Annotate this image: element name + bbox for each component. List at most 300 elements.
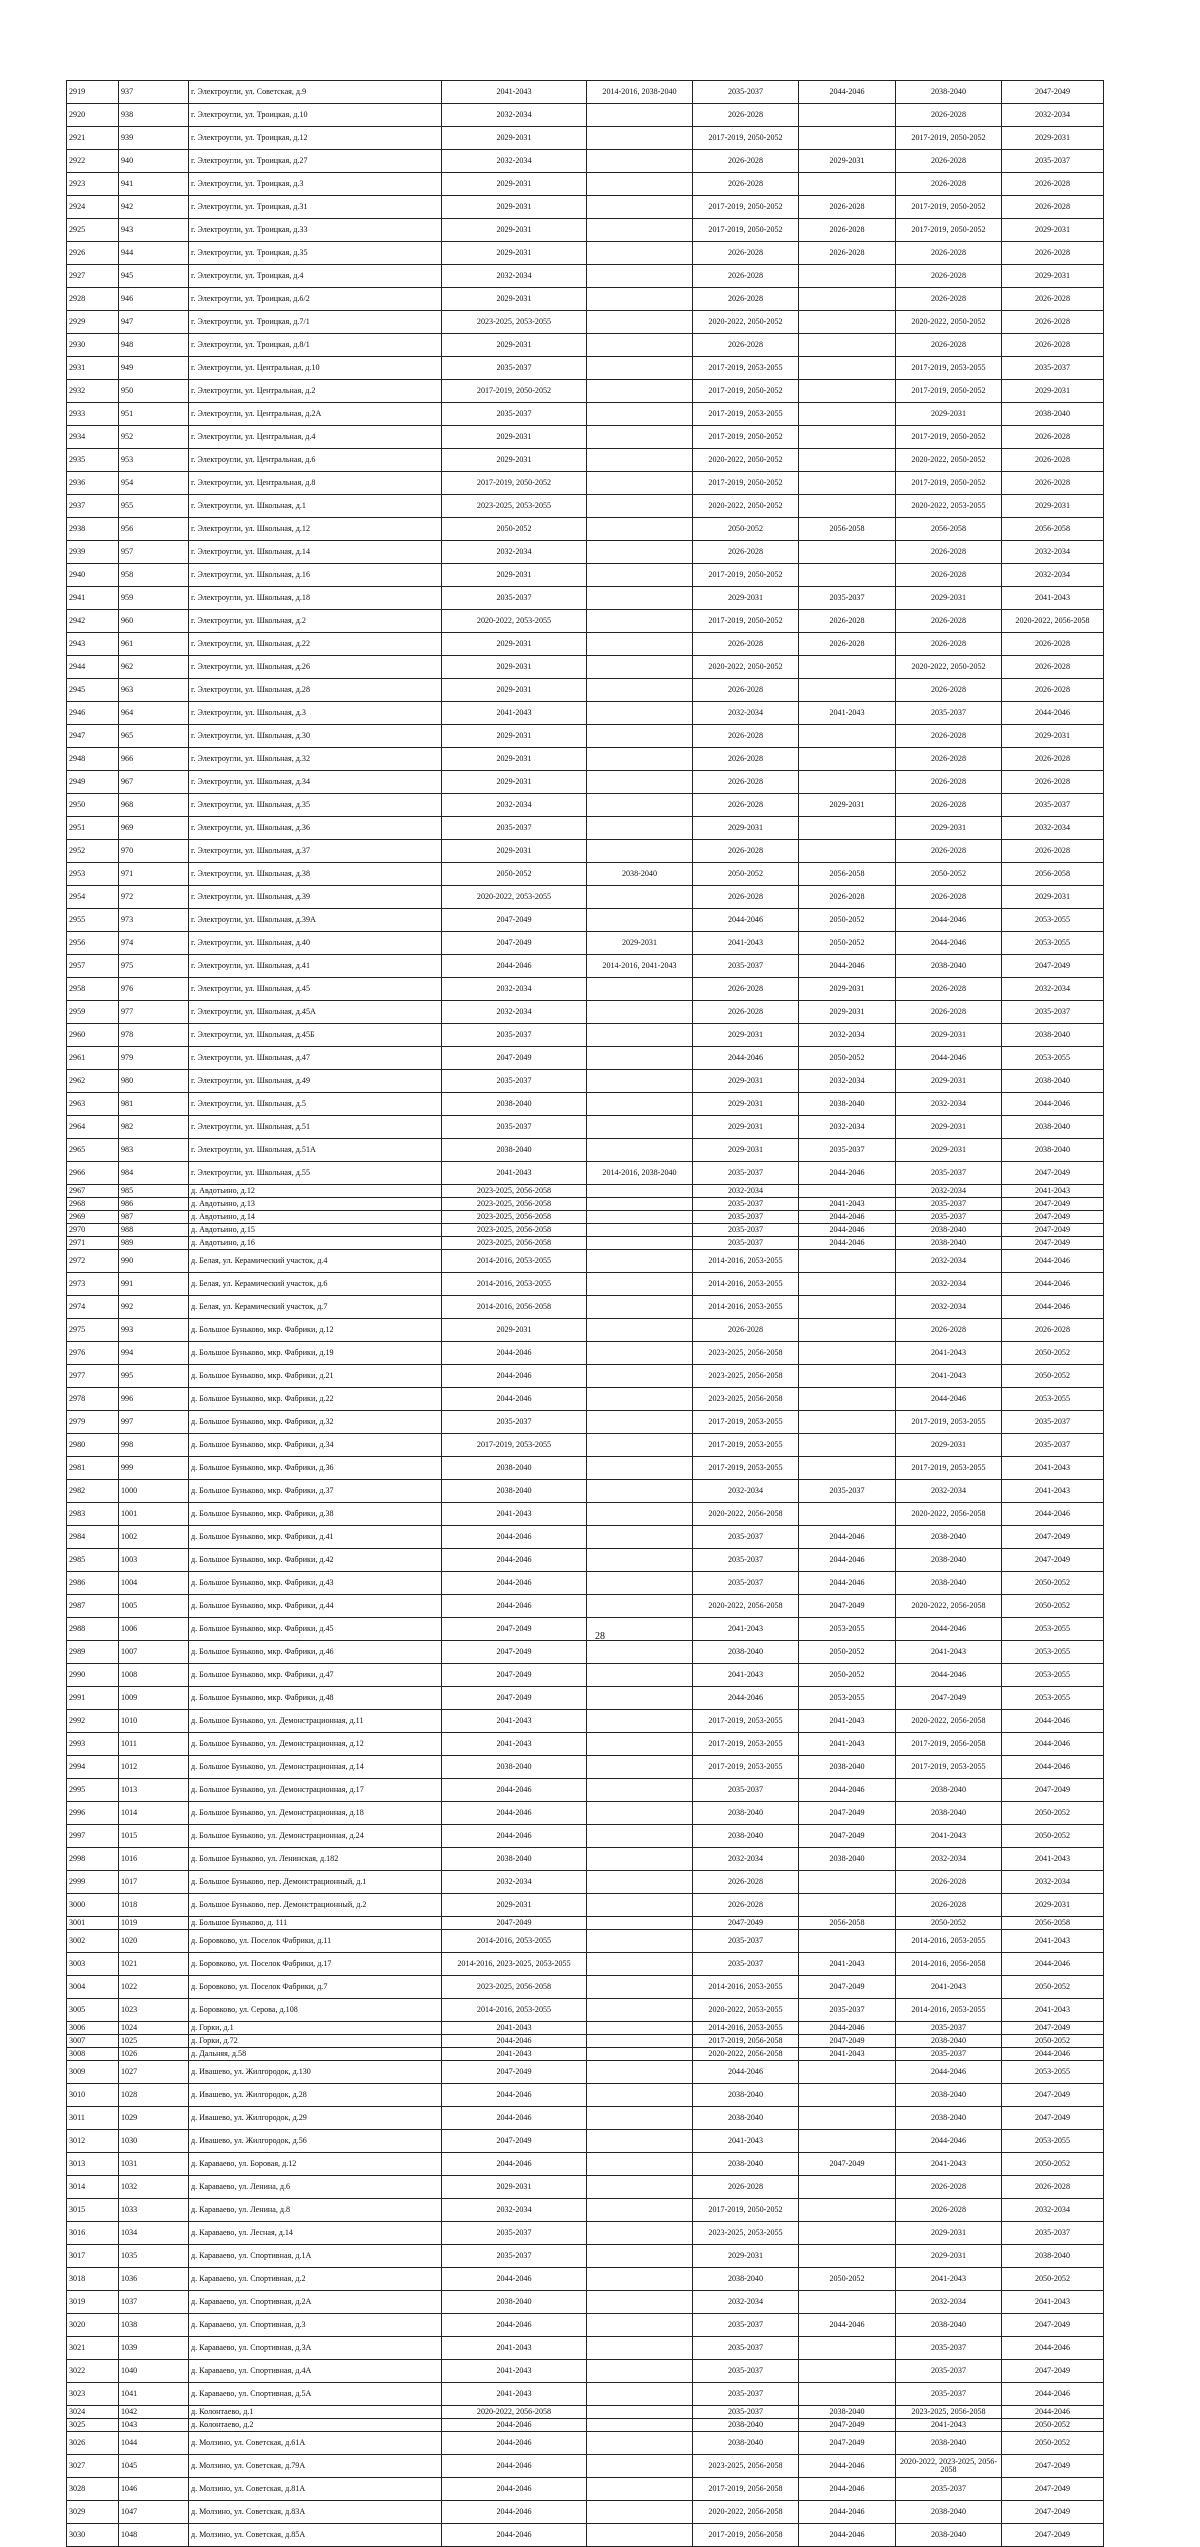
period-cell-4 [799,2061,896,2084]
object-number: 960 [119,610,189,633]
object-number: 946 [119,288,189,311]
row-number: 2936 [67,472,119,495]
object-number: 968 [119,794,189,817]
period-cell-2 [587,610,693,633]
period-cell-6: 2047-2049 [1002,2524,1104,2547]
period-cell-2 [587,1825,693,1848]
table-row [67,1930,1104,1953]
period-cell-4: 2044-2046 [799,2501,896,2524]
table-row [67,702,1104,725]
table-row [67,679,1104,702]
period-cell-2 [587,219,693,242]
period-cell-3: 2044-2046 [693,2061,799,2084]
period-cell-4: 2038-2040 [799,1756,896,1779]
object-number: 976 [119,978,189,1001]
period-cell-4: 2041-2043 [799,1198,896,1211]
period-cell-1: 2029-2031 [442,1319,587,1342]
period-cell-1: 2032-2034 [442,104,587,127]
object-number: 971 [119,863,189,886]
row-number: 2975 [67,1319,119,1342]
table-row [67,380,1104,403]
period-cell-5: 2017-2019, 2050-2052 [896,196,1002,219]
period-cell-4 [799,1434,896,1457]
period-cell-6: 2047-2049 [1002,2455,1104,2478]
period-cell-4 [799,725,896,748]
row-number: 2948 [67,748,119,771]
object-number: 1048 [119,2524,189,2547]
period-cell-1: 2035-2037 [442,2245,587,2268]
period-cell-2 [587,1434,693,1457]
address-cell: г. Электроугли, ул. Школьная, д.36 [189,817,442,840]
period-cell-4: 2047-2049 [799,2432,896,2455]
period-cell-1: 2035-2037 [442,1024,587,1047]
period-cell-2: 2014-2016, 2041-2043 [587,955,693,978]
object-number: 992 [119,1296,189,1319]
table-row [67,1388,1104,1411]
period-cell-2 [587,1572,693,1595]
period-cell-5: 2035-2037 [896,2383,1002,2406]
period-cell-5: 2044-2046 [896,2061,1002,2084]
table-row [67,2268,1104,2291]
period-cell-1: 2017-2019, 2050-2052 [442,472,587,495]
object-number: 1027 [119,2061,189,2084]
table-row [67,1296,1104,1319]
period-cell-4 [799,1457,896,1480]
period-cell-1: 2029-2031 [442,633,587,656]
address-cell: д. Большое Буньково, ул. Демонстрационная, д.11 [189,1710,442,1733]
period-cell-4 [799,288,896,311]
period-cell-1: 2029-2031 [442,173,587,196]
period-cell-6: 2026-2028 [1002,472,1104,495]
period-cell-3: 2026-2028 [693,748,799,771]
period-cell-1: 2014-2016, 2023-2025, 2053-2055 [442,1953,587,1976]
period-cell-6: 2041-2043 [1002,1848,1104,1871]
period-cell-2 [587,2107,693,2130]
period-cell-2 [587,633,693,656]
period-cell-2 [587,311,693,334]
row-number: 2932 [67,380,119,403]
period-cell-2 [587,449,693,472]
period-cell-1: 2047-2049 [442,1917,587,1930]
row-number: 2966 [67,1162,119,1185]
object-number: 956 [119,518,189,541]
object-number: 1021 [119,1953,189,1976]
period-cell-6: 2026-2028 [1002,2176,1104,2199]
period-cell-6: 2053-2055 [1002,2130,1104,2153]
table-row [67,1162,1104,1185]
address-cell: д. Большое Буньково, мкр. Фабрики, д.42 [189,1549,442,1572]
period-cell-5: 2014-2016, 2053-2055 [896,1930,1002,1953]
address-cell: г. Электроугли, ул. Центральная, д.2А [189,403,442,426]
period-cell-4 [799,1871,896,1894]
row-number: 3000 [67,1894,119,1917]
period-cell-5: 2038-2040 [896,1572,1002,1595]
table-row [67,242,1104,265]
period-cell-3: 2017-2019, 2050-2052 [693,564,799,587]
row-number: 3016 [67,2222,119,2245]
period-cell-2 [587,380,693,403]
period-cell-5: 2014-2016, 2053-2055 [896,1999,1002,2022]
object-number: 995 [119,1365,189,1388]
period-cell-3: 2032-2034 [693,702,799,725]
period-cell-3: 2026-2028 [693,265,799,288]
address-cell: г. Электроугли, ул. Троицкая, д.4 [189,265,442,288]
period-cell-2 [587,1930,693,1953]
period-cell-6: 2050-2052 [1002,1342,1104,1365]
address-cell: д. Большое Буньково, пер. Демонстрационный, д.2 [189,1894,442,1917]
period-cell-3: 2026-2028 [693,541,799,564]
period-cell-1: 2029-2031 [442,449,587,472]
object-number: 994 [119,1342,189,1365]
table-row [67,932,1104,955]
period-cell-5: 2017-2019, 2056-2058 [896,1733,1002,1756]
period-cell-5: 2020-2022, 2050-2052 [896,449,1002,472]
period-cell-2 [587,1047,693,1070]
period-cell-5: 2029-2031 [896,1139,1002,1162]
period-cell-5: 2020-2022, 2056-2058 [896,1503,1002,1526]
period-cell-5: 2026-2028 [896,242,1002,265]
period-cell-5: 2017-2019, 2050-2052 [896,380,1002,403]
period-cell-3: 2026-2028 [693,288,799,311]
period-cell-2 [587,2048,693,2061]
object-number: 1012 [119,1756,189,1779]
address-cell: г. Электроугли, ул. Троицкая, д.6/2 [189,288,442,311]
period-cell-6: 2050-2052 [1002,2153,1104,2176]
object-number: 948 [119,334,189,357]
period-cell-4 [799,495,896,518]
period-cell-4: 2026-2028 [799,219,896,242]
object-number: 978 [119,1024,189,1047]
period-cell-4: 2044-2046 [799,2524,896,2547]
address-cell: д. Большое Буньково, мкр. Фабрики, д.34 [189,1434,442,1457]
row-number: 3011 [67,2107,119,2130]
address-cell: г. Электроугли, ул. Школьная, д.16 [189,564,442,587]
period-cell-3: 2029-2031 [693,1024,799,1047]
period-cell-6: 2047-2049 [1002,1211,1104,1224]
object-number: 997 [119,1411,189,1434]
address-cell: д. Большое Буньково, мкр. Фабрики, д.36 [189,1457,442,1480]
period-cell-1: 2023-2025, 2053-2055 [442,311,587,334]
address-cell: д. Большое Буньково, мкр. Фабрики, д.44 [189,1595,442,1618]
table-row [67,1116,1104,1139]
address-cell: д. Ивашево, ул. Жилгородок, д.130 [189,2061,442,2084]
period-cell-5: 2026-2028 [896,679,1002,702]
period-cell-2 [587,1457,693,1480]
address-cell: д. Большое Буньково, мкр. Фабрики, д.38 [189,1503,442,1526]
object-number: 1046 [119,2478,189,2501]
period-cell-6: 2026-2028 [1002,771,1104,794]
period-cell-6: 2047-2049 [1002,1237,1104,1250]
row-number: 2967 [67,1185,119,1198]
period-cell-6: 2026-2028 [1002,311,1104,334]
row-number: 3002 [67,1930,119,1953]
table-row [67,2153,1104,2176]
row-number: 2951 [67,817,119,840]
period-cell-6: 2038-2040 [1002,1024,1104,1047]
period-cell-3: 2038-2040 [693,2107,799,2130]
address-cell: г. Электроугли, ул. Советская, д.9 [189,81,442,104]
period-cell-4: 2044-2046 [799,2314,896,2337]
row-number: 2972 [67,1250,119,1273]
period-cell-3: 2032-2034 [693,2291,799,2314]
row-number: 2937 [67,495,119,518]
address-cell: г. Электроугли, ул. Школьная, д.49 [189,1070,442,1093]
address-cell: д. Большое Буньково, д. 111 [189,1917,442,1930]
period-cell-1: 2050-2052 [442,863,587,886]
period-cell-5: 2026-2028 [896,2176,1002,2199]
period-cell-3: 2017-2019, 2050-2052 [693,380,799,403]
table-row [67,1779,1104,1802]
address-cell: г. Электроугли, ул. Школьная, д.45 [189,978,442,1001]
object-number: 942 [119,196,189,219]
object-number: 954 [119,472,189,495]
address-cell: д. Караваево, ул. Спортивная, д.3 [189,2314,442,2337]
period-cell-5: 2029-2031 [896,1024,1002,1047]
object-number: 977 [119,1001,189,1024]
period-cell-6: 2044-2046 [1002,2048,1104,2061]
period-cell-6: 2029-2031 [1002,380,1104,403]
address-cell: г. Электроугли, ул. Школьная, д.18 [189,587,442,610]
period-cell-4: 2026-2028 [799,242,896,265]
table-row [67,1756,1104,1779]
period-cell-2 [587,334,693,357]
period-cell-5: 2041-2043 [896,2153,1002,2176]
period-cell-6: 2038-2040 [1002,403,1104,426]
object-number: 951 [119,403,189,426]
period-cell-6: 2035-2037 [1002,1434,1104,1457]
object-number: 963 [119,679,189,702]
period-cell-3: 2017-2019, 2053-2055 [693,357,799,380]
period-cell-3: 2020-2022, 2050-2052 [693,311,799,334]
period-cell-3: 2017-2019, 2050-2052 [693,610,799,633]
row-number: 2940 [67,564,119,587]
period-cell-1: 2041-2043 [442,1162,587,1185]
period-cell-5: 2026-2028 [896,978,1002,1001]
period-cell-3: 2023-2025, 2056-2058 [693,1342,799,1365]
period-cell-6: 2026-2028 [1002,426,1104,449]
period-cell-3: 2041-2043 [693,2130,799,2153]
period-cell-4: 2044-2046 [799,1162,896,1185]
period-cell-2 [587,2061,693,2084]
period-cell-4 [799,679,896,702]
period-cell-3: 2035-2037 [693,1162,799,1185]
object-number: 966 [119,748,189,771]
period-cell-6: 2041-2043 [1002,2291,1104,2314]
period-cell-5: 2017-2019, 2053-2055 [896,357,1002,380]
address-cell: д. Караваево, ул. Спортивная, д.2А [189,2291,442,2314]
period-cell-4: 2044-2046 [799,1526,896,1549]
period-cell-4 [799,2383,896,2406]
address-cell: д. Караваево, ул. Спортивная, д.5А [189,2383,442,2406]
period-cell-6: 2047-2049 [1002,2022,1104,2035]
row-number: 2983 [67,1503,119,1526]
period-cell-5: 2014-2016, 2056-2058 [896,1953,1002,1976]
period-cell-5: 2023-2025, 2056-2058 [896,2406,1002,2419]
row-number: 2941 [67,587,119,610]
period-cell-3: 2020-2022, 2050-2052 [693,495,799,518]
period-cell-3: 2026-2028 [693,104,799,127]
table-row [67,2478,1104,2501]
address-cell: д. Белая, ул. Керамический участок, д.6 [189,1273,442,1296]
address-cell: д. Караваево, ул. Ленина, д.8 [189,2199,442,2222]
object-number: 1044 [119,2432,189,2455]
object-number: 990 [119,1250,189,1273]
period-cell-2: 2014-2016, 2038-2040 [587,1162,693,1185]
period-cell-2 [587,2419,693,2432]
object-number: 1004 [119,1572,189,1595]
row-number: 2954 [67,886,119,909]
period-cell-4 [799,748,896,771]
object-number: 953 [119,449,189,472]
period-cell-1: 2041-2043 [442,1733,587,1756]
period-cell-3: 2041-2043 [693,1618,799,1641]
table-row [67,1139,1104,1162]
address-cell: д. Авдотьино, д.14 [189,1211,442,1224]
object-number: 1009 [119,1687,189,1710]
period-cell-4 [799,2130,896,2153]
period-cell-4: 2035-2037 [799,1999,896,2022]
period-cell-4 [799,1185,896,1198]
period-cell-5: 2029-2031 [896,817,1002,840]
object-number: 991 [119,1273,189,1296]
period-cell-4: 2044-2046 [799,1572,896,1595]
period-cell-3: 2014-2016, 2053-2055 [693,1250,799,1273]
table-row [67,495,1104,518]
period-cell-6: 2044-2046 [1002,702,1104,725]
period-cell-1: 2032-2034 [442,150,587,173]
period-cell-6: 2053-2055 [1002,1047,1104,1070]
object-number: 1022 [119,1976,189,1999]
row-number: 2987 [67,1595,119,1618]
table-row [67,1595,1104,1618]
period-cell-2 [587,1526,693,1549]
period-cell-3: 2017-2019, 2050-2052 [693,127,799,150]
table-row [67,1365,1104,1388]
period-cell-4 [799,1342,896,1365]
row-number: 2956 [67,932,119,955]
period-cell-2 [587,1296,693,1319]
period-cell-6: 2041-2043 [1002,1930,1104,1953]
period-cell-6: 2047-2049 [1002,1779,1104,1802]
period-cell-4 [799,173,896,196]
period-cell-5: 2029-2031 [896,587,1002,610]
period-cell-3: 2026-2028 [693,173,799,196]
period-cell-5: 2017-2019, 2050-2052 [896,219,1002,242]
table-row [67,1572,1104,1595]
period-cell-3: 2017-2019, 2053-2055 [693,1733,799,1756]
address-cell: д. Горки, д.72 [189,2035,442,2048]
period-cell-1: 2023-2025, 2056-2058 [442,1976,587,1999]
table-row [67,1411,1104,1434]
address-cell: г. Электроугли, ул. Школьная, д.38 [189,863,442,886]
address-cell: д. Большое Буньково, мкр. Фабрики, д.47 [189,1664,442,1687]
address-cell: д. Большое Буньково, мкр. Фабрики, д.12 [189,1319,442,1342]
period-cell-6: 2038-2040 [1002,2245,1104,2268]
period-cell-1: 2014-2016, 2053-2055 [442,1273,587,1296]
address-cell: г. Электроугли, ул. Школьная, д.26 [189,656,442,679]
address-cell: д. Белая, ул. Керамический участок, д.7 [189,1296,442,1319]
period-cell-5: 2038-2040 [896,1237,1002,1250]
address-cell: д. Дальняя, д.58 [189,2048,442,2061]
period-cell-6: 2056-2058 [1002,518,1104,541]
period-cell-4: 2044-2046 [799,2478,896,2501]
object-number: 945 [119,265,189,288]
schedule-table [66,80,1104,2547]
period-cell-5: 2020-2022, 2023-2025, 2056-2058 [896,2455,1002,2478]
period-cell-1: 2032-2034 [442,265,587,288]
period-cell-5: 2026-2028 [896,1319,1002,1342]
period-cell-3: 2014-2016, 2053-2055 [693,1273,799,1296]
row-number: 2942 [67,610,119,633]
row-number: 3008 [67,2048,119,2061]
period-cell-1: 2029-2031 [442,725,587,748]
object-number: 1007 [119,1641,189,1664]
period-cell-2 [587,1116,693,1139]
period-cell-1: 2029-2031 [442,771,587,794]
address-cell: г. Электроугли, ул. Школьная, д.3 [189,702,442,725]
period-cell-1: 2029-2031 [442,334,587,357]
period-cell-5: 2044-2046 [896,2130,1002,2153]
row-number: 3030 [67,2524,119,2547]
period-cell-6: 2026-2028 [1002,449,1104,472]
object-number: 985 [119,1185,189,1198]
period-cell-3: 2035-2037 [693,2337,799,2360]
table-row [67,1802,1104,1825]
period-cell-6: 2035-2037 [1002,2222,1104,2245]
period-cell-1: 2032-2034 [442,1871,587,1894]
period-cell-4: 2032-2034 [799,1116,896,1139]
address-cell: г. Электроугли, ул. Троицкая, д.8/1 [189,334,442,357]
row-number: 3021 [67,2337,119,2360]
row-number: 2971 [67,1237,119,1250]
period-cell-3: 2038-2040 [693,1825,799,1848]
period-cell-1: 2029-2031 [442,1894,587,1917]
row-number: 2958 [67,978,119,1001]
object-number: 972 [119,886,189,909]
period-cell-4 [799,104,896,127]
period-cell-4 [799,265,896,288]
address-cell: д. Ивашево, ул. Жилгородок, д.56 [189,2130,442,2153]
period-cell-3: 2026-2028 [693,771,799,794]
period-cell-5: 2026-2028 [896,633,1002,656]
row-number: 2973 [67,1273,119,1296]
table-row [67,173,1104,196]
period-cell-2 [587,1024,693,1047]
period-cell-3: 2035-2037 [693,1224,799,1237]
period-cell-2 [587,1664,693,1687]
period-cell-2 [587,1549,693,1572]
row-number: 2919 [67,81,119,104]
period-cell-5: 2038-2040 [896,2314,1002,2337]
table-row [67,909,1104,932]
period-cell-2 [587,2035,693,2048]
period-cell-6: 2056-2058 [1002,1917,1104,1930]
row-number: 2921 [67,127,119,150]
period-cell-2 [587,587,693,610]
period-cell-3: 2020-2022, 2056-2058 [693,2501,799,2524]
period-cell-1: 2029-2031 [442,748,587,771]
period-cell-2 [587,1342,693,1365]
address-cell: д. Большое Буньково, мкр. Фабрики, д.43 [189,1572,442,1595]
row-number: 2947 [67,725,119,748]
address-cell: д. Большое Буньково, пер. Демонстрационный, д.1 [189,1871,442,1894]
period-cell-3: 2026-2028 [693,840,799,863]
period-cell-1: 2047-2049 [442,1047,587,1070]
address-cell: д. Большое Буньково, мкр. Фабрики, д.32 [189,1411,442,1434]
period-cell-2 [587,2222,693,2245]
period-cell-6: 2047-2049 [1002,1224,1104,1237]
address-cell: г. Электроугли, ул. Троицкая, д.33 [189,219,442,242]
